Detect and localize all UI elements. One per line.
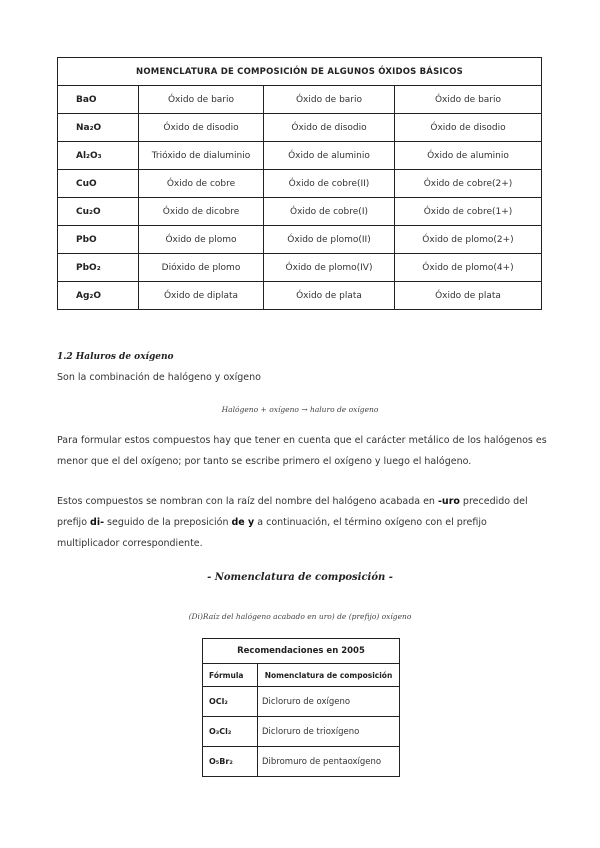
table1-title: NOMENCLATURA DE COMPOSICIÓN DE ALGUNOS ÓXIDOS BÁSICOS — [58, 58, 542, 86]
formula-cell: BaO — [58, 86, 139, 114]
name-cell: Óxido de aluminio — [264, 142, 395, 170]
table-row — [203, 747, 400, 777]
name-cell: Óxido de plomo(2+) — [395, 226, 542, 254]
name-cell: Óxido de bario — [264, 86, 395, 114]
formula-cell: Cu₂O — [58, 198, 139, 226]
name-cell: Dicloruro de oxígeno — [258, 687, 400, 717]
conjunction-y: y — [244, 517, 255, 528]
formula-cell: PbO₂ — [58, 254, 139, 282]
formula-cell: O₅Br₂ — [203, 747, 258, 777]
oxides-nomenclature-table — [57, 57, 542, 310]
recommendations-table — [202, 638, 400, 777]
table-row — [58, 254, 542, 282]
name-cell: Óxido de dicobre — [139, 198, 264, 226]
table-row — [58, 142, 542, 170]
table-row — [58, 226, 542, 254]
prefix-di: di- — [90, 517, 105, 528]
name-cell: Óxido de cobre — [139, 170, 264, 198]
name-cell: Óxido de plata — [395, 282, 542, 310]
naming-pattern: (Di)Raíz del halógeno acabado en uro) de (prefijo) oxígeno — [188, 612, 412, 621]
name-cell: Óxido de diplata — [139, 282, 264, 310]
table-row — [203, 687, 400, 717]
table-row — [58, 198, 542, 226]
name-cell: Óxido de disodio — [139, 114, 264, 142]
preposition-de: de — [231, 517, 245, 528]
table2-title: Recomendaciones en 2005 — [203, 639, 400, 664]
formula-cell: Ag₂O — [58, 282, 139, 310]
paragraph-naming — [57, 491, 547, 554]
formula-cell: PbO — [58, 226, 139, 254]
name-cell: Dióxido de plomo — [139, 254, 264, 282]
name-cell: Óxido de bario — [395, 86, 542, 114]
name-cell: Óxido de plomo(II) — [264, 226, 395, 254]
section-intro: Son la combinación de halógeno y oxígeno — [57, 372, 261, 383]
formula-cell: Al₂O₃ — [58, 142, 139, 170]
name-cell: Óxido de aluminio — [395, 142, 542, 170]
table-row — [58, 170, 542, 198]
formula-cell: Na₂O — [58, 114, 139, 142]
para2-text: precedido del prefijo — [57, 496, 528, 528]
formula-cell: O₃Cl₂ — [203, 717, 258, 747]
name-cell: Óxido de disodio — [264, 114, 395, 142]
section-heading: 1.2 Haluros de oxígeno — [57, 352, 174, 362]
name-cell: Óxido de cobre(2+) — [395, 170, 542, 198]
name-cell: Trióxido de dialuminio — [139, 142, 264, 170]
table-row — [58, 282, 542, 310]
suffix-uro: -uro — [437, 496, 460, 507]
para2-text: Estos compuestos se nombran con la raíz del nombre del halógeno acabada en — [57, 496, 438, 507]
column-header-nomenclature: Nomenclatura de composición — [258, 664, 400, 687]
para2-text: seguido de la preposición — [104, 517, 232, 528]
name-cell: Óxido de cobre(I) — [264, 198, 395, 226]
name-cell: Óxido de bario — [139, 86, 264, 114]
paragraph-formulation: Para formular estos compuestos hay que tener en cuenta que el carácter metálico de los halógenos es menor que el del oxígeno; por tanto se escribe primero el oxígeno y luego el halógeno. — [57, 435, 547, 467]
name-cell: Dicloruro de trioxígeno — [258, 717, 400, 747]
name-cell: Óxido de disodio — [395, 114, 542, 142]
name-cell: Óxido de plomo(4+) — [395, 254, 542, 282]
name-cell: Óxido de plomo — [139, 226, 264, 254]
table-row — [58, 114, 542, 142]
name-cell: Dibromuro de pentaoxígeno — [258, 747, 400, 777]
table-row — [58, 86, 542, 114]
formula-cell: OCl₂ — [203, 687, 258, 717]
name-cell: Óxido de cobre(1+) — [395, 198, 542, 226]
name-cell: Óxido de plomo(IV) — [264, 254, 395, 282]
general-formula: Halógeno + oxígeno → haluro de oxígeno — [221, 405, 379, 414]
para2-text: a continuación, el término oxígeno con el prefijo multiplicador correspondiente. — [57, 517, 487, 549]
table-row — [203, 717, 400, 747]
name-cell: Óxido de plata — [264, 282, 395, 310]
name-cell: Óxido de cobre(II) — [264, 170, 395, 198]
column-header-formula: Fórmula — [203, 664, 258, 687]
formula-cell: CuO — [58, 170, 139, 198]
subsection-heading: - Nomenclatura de composición - — [207, 572, 393, 583]
